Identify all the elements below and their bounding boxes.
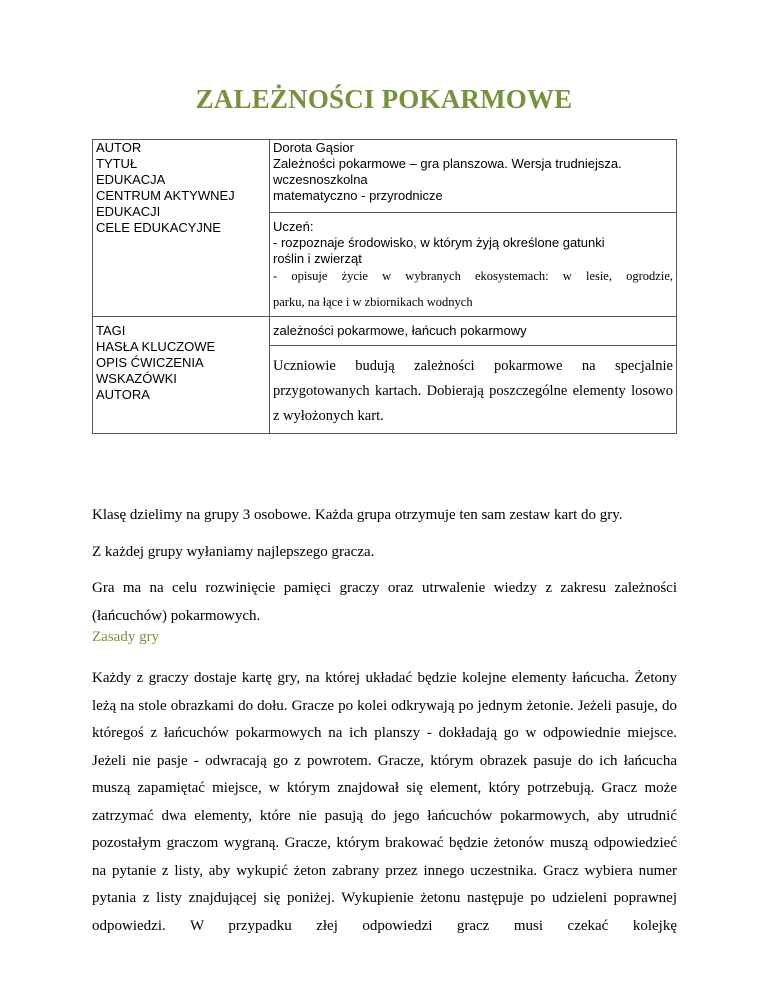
edukacja-label: EDUKACJA: [96, 172, 166, 187]
autor-label: AUTOR: [96, 140, 142, 155]
autora-label: AUTORA: [96, 387, 150, 402]
paragraph: Każdy z graczy dostaje kartę gry, na której układać będzie kolejne elementy łańcucha. Żetony leżą na stole obrazkami do dołu. Gracze po kolei odkrywają po jednym żetonie. Jeżeli pasuje, do któregoś z łańcuchów pokarmowych na ich planszy - dokładają go w odpowiednie miejsce. Jeżeli nie pasje - odwracają go z powrotem. Gracze, którym obrazek pasuje do ich łańcucha muszą zapamiętać miejsce, w którym znajdował się element, który potrzebują. Gracz może zatrzymać dwa elementy, które nie pasują do jego łańcuchów pokarmowych, aby utrudnić pozostałym graczom wygraną. Gracze, którym brakować będzie żetonów muszą odpowiedzieć na pytanie z listy, aby wykupić żeton zabrany przez innego uczestnika. Gracz wybiera numer pytania z listy znajdującej się poniżej. Wykupienie żetonu następuje po udzieleni poprawnej odpowiedzi. W przypadku złej odpowiedzi gracz musi czekać kolejkę: [92, 670, 677, 934]
cele-line-2: - rozpoznaje środowisko, w którym żyją określone gatunki: [273, 235, 605, 250]
tagi-value: zależności pokarmowe, łańcuch pokarmowy: [270, 317, 676, 346]
autor-value: Dorota Gąsior: [273, 140, 354, 155]
cele-line-5: parku, na łące i w zbiornikach wodnych: [273, 295, 473, 309]
table-row: [93, 317, 677, 434]
cele-line-1: Uczeń:: [270, 212, 676, 235]
metadata-table: [92, 139, 677, 434]
wskazowki-label: WSKAZÓWKI: [96, 371, 177, 386]
paragraph: Z każdej grupy wyłaniamy najlepszego gracza.: [92, 544, 375, 560]
opis-label: OPIS ĆWICZENIA: [96, 355, 204, 370]
cele-line-4: - opisuje życie w wybranych ekosystemach: w lesie, ogrodzie,: [273, 269, 673, 283]
tagi-label: TAGI: [96, 323, 126, 338]
meta-key-cell: [93, 140, 270, 317]
centrum-value: matematyczno - przyrodnicze: [273, 188, 443, 203]
paragraph: Gra ma na celu rozwinięcie pamięci graczy oraz utrwalenie wiedzy z zakresu zależności (łańcuchów) pokarmowych.: [92, 580, 677, 624]
cele-label: CELE EDUKACYJNE: [96, 220, 221, 235]
document-title: ZALEŻNOŚCI POKARMOWE: [195, 84, 573, 114]
section-heading: Zasady gry: [92, 629, 160, 645]
table-row: [93, 140, 677, 317]
opis-value: Uczniowie budują zależności pokarmowe na specjalnie przygotowanych kartach. Dobierają poszczególne elementy losowo z wyłożonych kart.: [273, 358, 673, 424]
centrum-label-1: CENTRUM AKTYWNEJ: [96, 188, 235, 203]
cele-line-3: roślin i zwierząt: [273, 251, 362, 266]
meta-value-cell: [270, 317, 677, 434]
edukacja-value: wczesnoszkolna: [273, 172, 368, 187]
tytul-value: Zależności pokarmowe – gra planszowa. Wersja trudniejsza.: [273, 156, 622, 171]
meta-value-cell: [270, 140, 677, 317]
tytul-label: TYTUŁ: [96, 156, 138, 171]
paragraph: Klasę dzielimy na grupy 3 osobowe. Każda grupa otrzymuje ten sam zestaw kart do gry.: [92, 507, 623, 523]
hasla-label: HASŁA KLUCZOWE: [96, 339, 216, 354]
meta-key-cell: [93, 317, 270, 434]
centrum-label-2: EDUKACJI: [96, 204, 161, 219]
